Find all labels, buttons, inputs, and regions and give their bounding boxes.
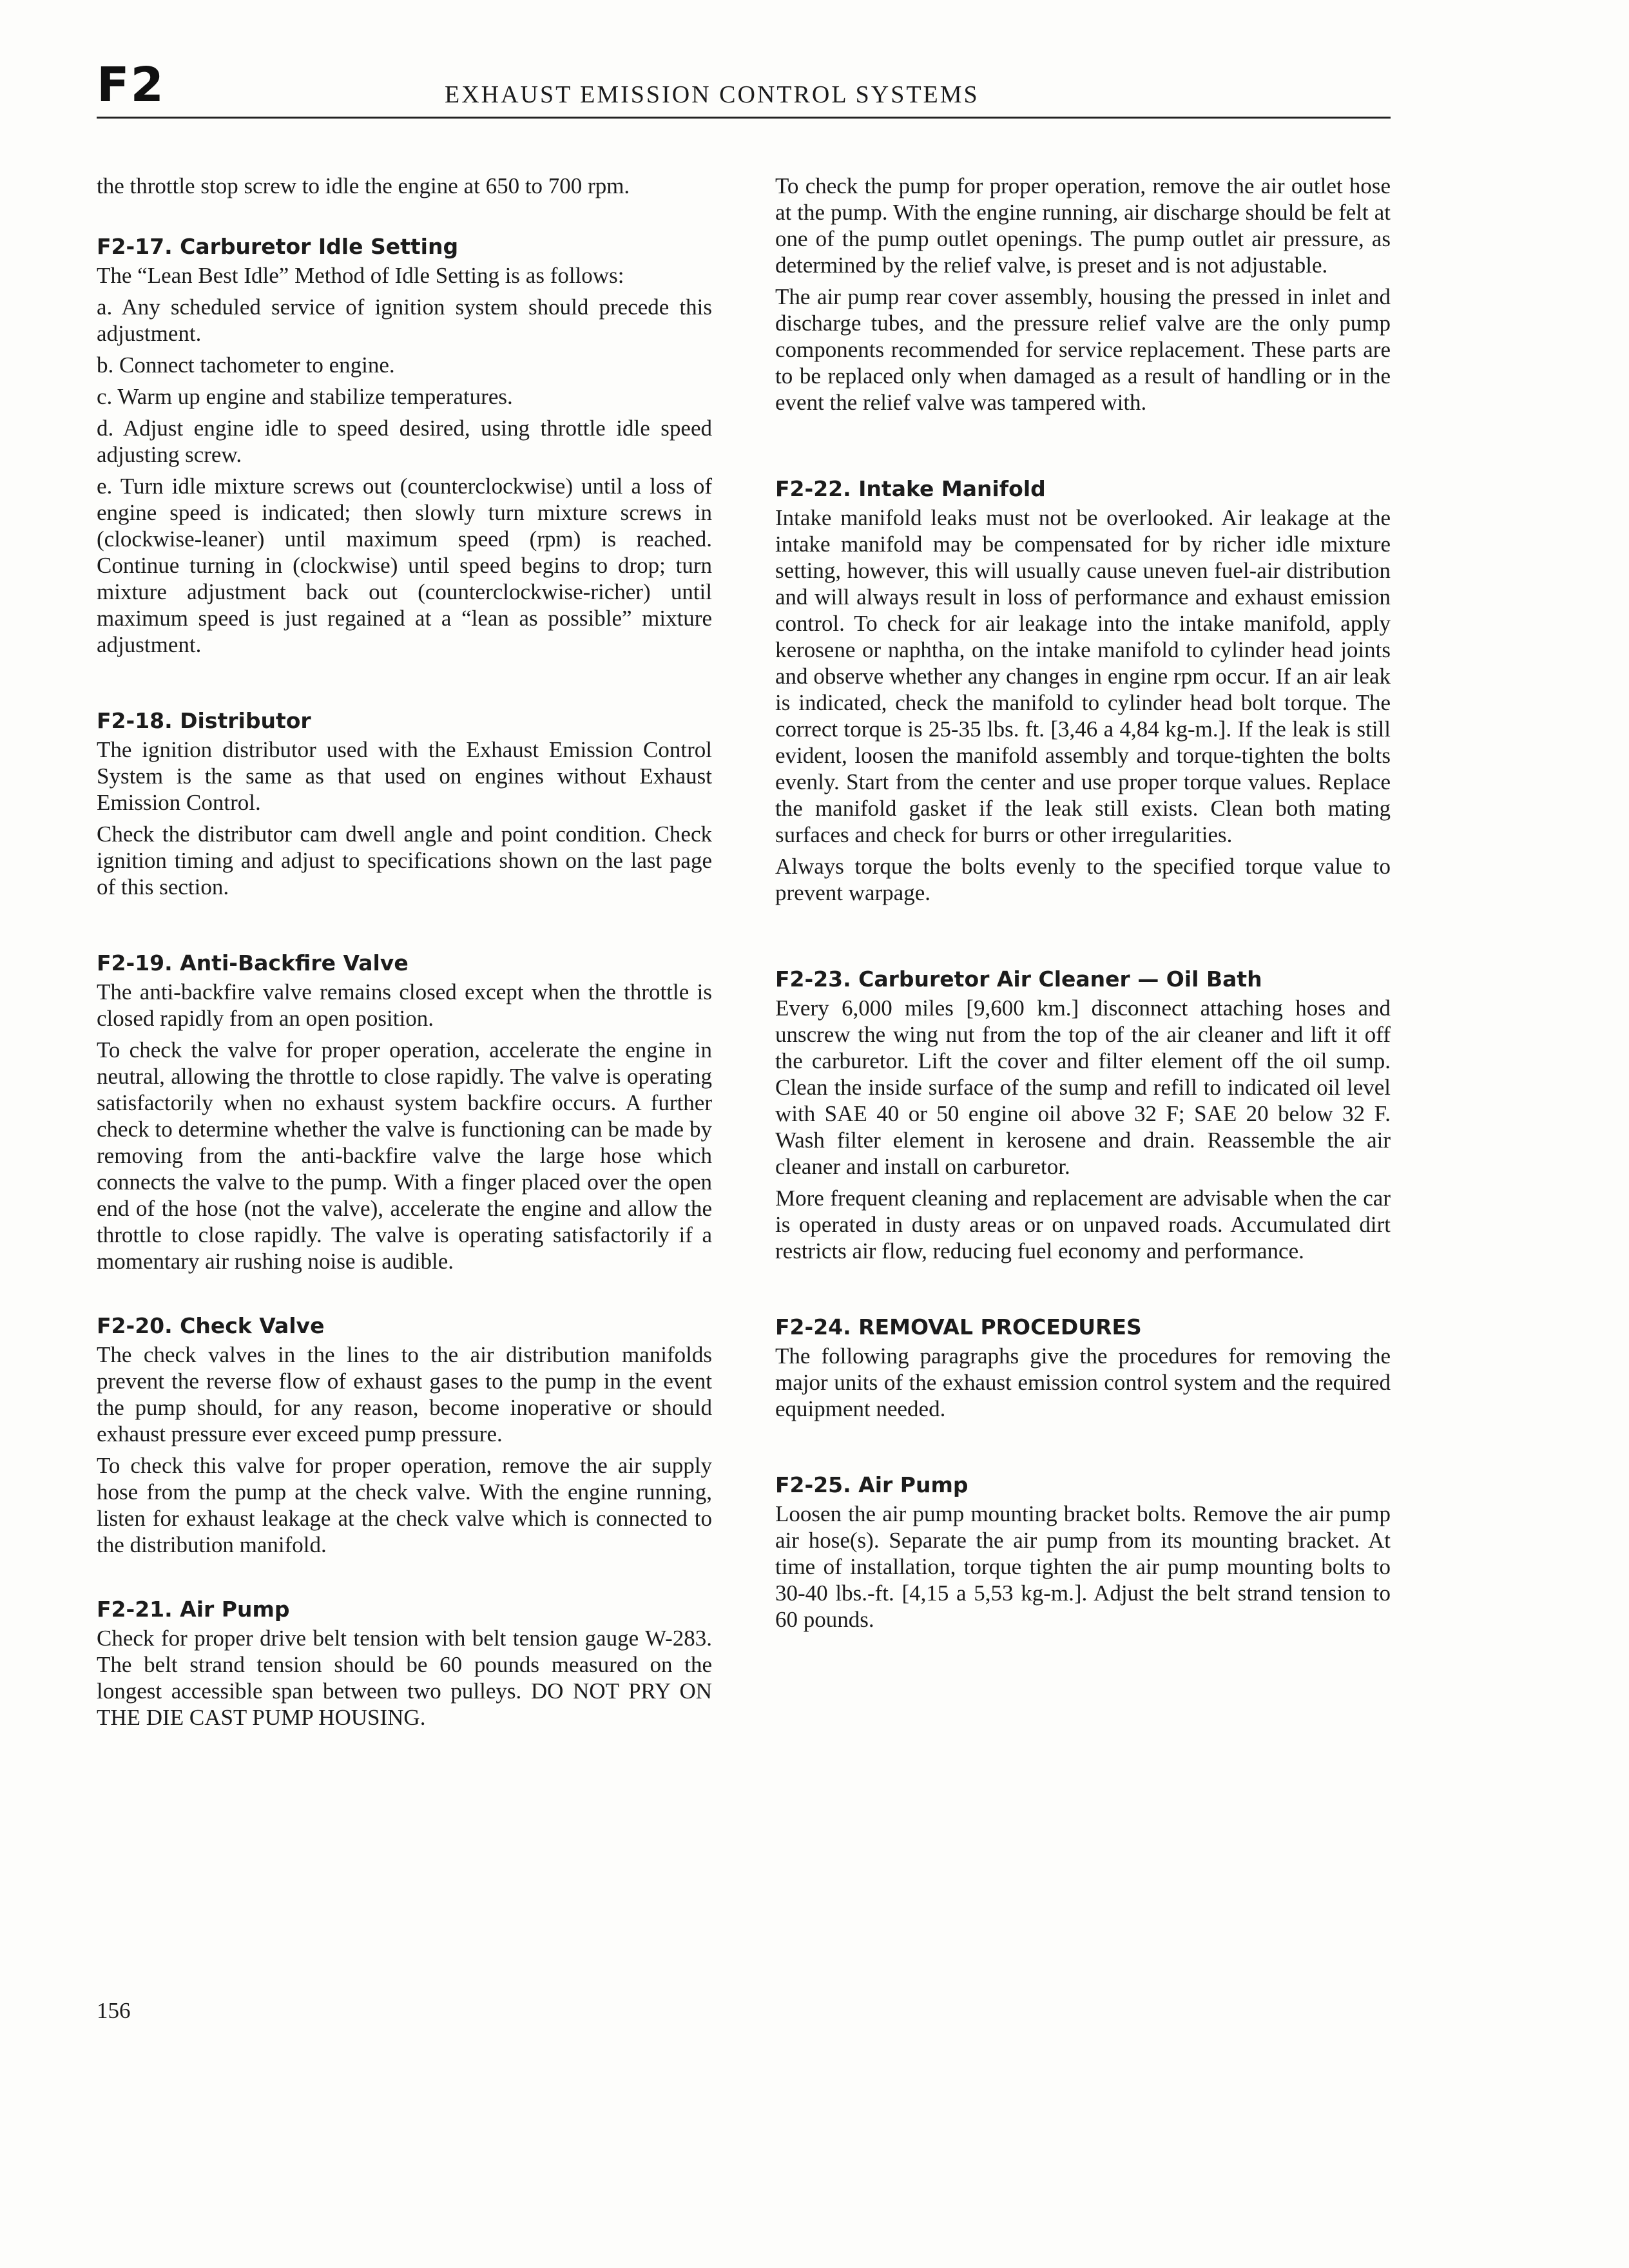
section-title: F2-17. Carburetor Idle Setting bbox=[97, 234, 459, 259]
section-title: F2-20. Check Valve bbox=[97, 1313, 325, 1338]
step-d: d. Adjust engine idle to speed desired, using throttle idle speed adjusting screw. bbox=[97, 416, 712, 467]
left-column bbox=[97, 173, 712, 1736]
page-number: 156 bbox=[97, 1998, 131, 2023]
section-f2-18 bbox=[97, 707, 712, 900]
section-f2-22 bbox=[775, 475, 1391, 906]
paragraph: The “Lean Best Idle” Method of Idle Setting is as follows: bbox=[97, 263, 624, 288]
paragraph: To check the valve for proper operation, accelerate the engine in neutral, allowing the throttle to close rapidly. The valve is operating satisfactorily when no exhaust system backfire occurs. A further check to determine whether the valve is functioning can be made by removing from the anti-backfire valve the large hose which connects the valve to the pump. With a finger placed over the open end of the hose (not the valve), accelerate the engine and allow the throttle to close rapidly. The valve is operating satisfactorily if a momentary air rushing noise is audible. bbox=[97, 1037, 712, 1274]
step-a: a. Any scheduled service of ignition system should precede this adjustment. bbox=[97, 294, 712, 346]
section-f2-21 bbox=[97, 1595, 712, 1731]
section-title: F2-24. REMOVAL PROCEDURES bbox=[775, 1314, 1142, 1340]
section-f2-17 bbox=[97, 233, 712, 658]
paragraph: To check this valve for proper operation, remove the air supply hose from the pump at the check valve. With the engine running, listen for exhaust leakage at the check valve which is connected to the distribution manifold. bbox=[97, 1453, 712, 1557]
section-f2-25 bbox=[775, 1471, 1391, 1633]
continued-paragraph: The air pump rear cover assembly, housing the pressed in inlet and discharge tubes, and the pressure relief valve are the only pump components recommended for service replacement. These parts are to be replaced only when damaged as a result of handling or in the event the relief valve was tampered with. bbox=[775, 284, 1391, 415]
paragraph: The anti-backfire valve remains closed except when the throttle is closed rapidly from an open position. bbox=[97, 979, 712, 1031]
paragraph: The ignition distributor used with the Exhaust Emission Control System is the same as that used on engines without Exhaust Emission Control. bbox=[97, 737, 712, 815]
continued-paragraph: To check the pump for proper operation, remove the air outlet hose at the pump. With the engine running, air discharge should be felt at one of the pump outlet openings. The pump outlet air pressure, as determined by the relief valve, is preset and is not adjustable. bbox=[775, 173, 1391, 278]
section-f2-20 bbox=[97, 1312, 712, 1558]
section-title: F2-19. Anti-Backfire Valve bbox=[97, 950, 409, 975]
section-title: F2-21. Air Pump bbox=[97, 1597, 290, 1622]
section-title: F2-25. Air Pump bbox=[775, 1472, 969, 1497]
section-title: F2-23. Carburetor Air Cleaner — Oil Bath bbox=[775, 966, 1262, 992]
running-title: EXHAUST EMISSION CONTROL SYSTEMS bbox=[445, 81, 979, 108]
continued-paragraph: the throttle stop screw to idle the engine at 650 to 700 rpm. bbox=[97, 173, 630, 198]
paragraph: The following paragraphs give the procedures for removing the major units of the exhaust emission control system and the required equipment needed. bbox=[775, 1343, 1391, 1421]
paragraph: More frequent cleaning and replacement are advisable when the car is operated in dusty areas or on unpaved roads. Accumulated dirt restricts air flow, reducing fuel economy and performance. bbox=[775, 1186, 1391, 1264]
section-title: F2-22. Intake Manifold bbox=[775, 476, 1046, 501]
section-f2-19 bbox=[97, 949, 712, 1274]
paragraph: The check valves in the lines to the air distribution manifolds prevent the reverse flow of exhaust gases to the pump in the event the pump should, for any reason, become inoperative or should exhaust pressure ever exceed pump pressure. bbox=[97, 1342, 712, 1446]
step-b: b. Connect tachometer to engine. bbox=[97, 352, 395, 378]
paragraph: Loosen the air pump mounting bracket bolts. Remove the air pump air hose(s). Separate the air pump from its mounting bracket. At time of installation, torque tighten the air pump mounting bolts to 30-40 lbs.-ft. [4,15 a 5,53 kg-m.]. Adjust the belt strand tension to 60 pounds. bbox=[775, 1501, 1391, 1632]
paragraph: Intake manifold leaks must not be overlooked. Air leakage at the intake manifold may be compensated for by richer idle mixture setting, however, this will usually cause uneven fuel-air distribution and will always result in loss of performance and exhaust emission control. To check for air leakage into the intake manifold, apply kerosene or naphtha, on the intake manifold to cylinder head joints and observe whether any changes in engine rpm occur. If an air leak is indicated, check the manifold to cylinder head bolt torque. The correct torque is 25-35 lbs. ft. [3,46 a 4,84 kg-m.]. If the leak is still evident, loosen the manifold assembly and torque-tighten the bolts evenly. Start from the center and use proper torque values. Replace the manifold gasket if the leak still exists. Clean both mating surfaces and check for burrs or other irregularities. bbox=[775, 505, 1391, 847]
right-column bbox=[775, 173, 1391, 1638]
section-title: F2-18. Distributor bbox=[97, 708, 311, 733]
section-f2-24 bbox=[775, 1313, 1391, 1422]
step-e: e. Turn idle mixture screws out (counterclockwise) until a loss of engine speed is indicated; then slowly turn mixture screws in (clockwise-leaner) until maximum speed (rpm) is reached. Continue turning in (clockwise) until speed begins to drop; turn mixture adjustment back out (counterclockwise-richer) until maximum speed is just regained at a “lean as possible” mixture adjustment. bbox=[97, 474, 712, 657]
section-f2-23 bbox=[775, 965, 1391, 1264]
paragraph: Check for proper drive belt tension with belt tension gauge W-283. The belt strand tension should be 60 pounds measured on the longest accessible span between two pulleys. DO NOT PRY ON THE DIE CAST PUMP HOUSING. bbox=[97, 1626, 712, 1730]
header-rule bbox=[97, 117, 1391, 119]
paragraph: Check the distributor cam dwell angle and point condition. Check ignition timing and adjust to specifications shown on the last page of this section. bbox=[97, 822, 712, 899]
step-c: c. Warm up engine and stabilize temperatures. bbox=[97, 384, 513, 409]
section-code: F2 bbox=[97, 57, 166, 113]
page-header bbox=[97, 55, 1391, 120]
paragraph: Every 6,000 miles [9,600 km.] disconnect attaching hoses and unscrew the wing nut from the top of the air cleaner and lift it off the carburetor. Lift the cover and filter element off the oil sump. Clean the inside surface of the sump and refill to indicated oil level with SAE 40 or 50 engine oil above 32 F; SAE 20 below 32 F. Wash filter element in kerosene and drain. Reassemble the air cleaner and install on carburetor. bbox=[775, 995, 1391, 1179]
paragraph: Always torque the bolts evenly to the specified torque value to prevent warpage. bbox=[775, 854, 1391, 905]
